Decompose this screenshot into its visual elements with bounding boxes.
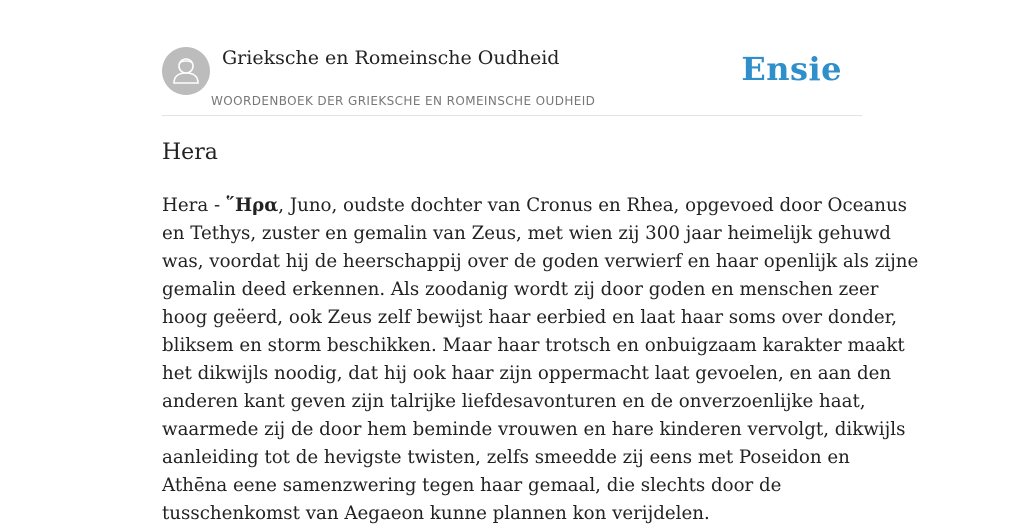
entry-line: anderen kant geven zijn talrijke liefdesavonturen en de onverzoenlijke haat, bbox=[162, 391, 866, 412]
entry-line: Athēna eene samenzwering tegen haar gemaal, die slechts door de bbox=[162, 475, 782, 496]
entry-line: tusschenkomst van Aegaeon kunne plannen kon verijdelen. bbox=[162, 503, 710, 524]
site-header bbox=[162, 46, 862, 116]
entry-lead: Hera - bbox=[162, 195, 226, 216]
entry-title: Hera bbox=[162, 140, 218, 165]
avatar[interactable] bbox=[162, 47, 210, 95]
entry-line-rest: , Juno, oudste dochter van Cronus en Rhea, opgevoed door Oceanus bbox=[278, 195, 908, 216]
site-title-link[interactable]: Grieksche en Romeinsche Oudheid bbox=[222, 47, 560, 69]
entry-line: aanleiding tot de hevigste twisten, zelfs smeedde zij eens met Poseidon en bbox=[162, 447, 850, 468]
entry-line: bliksem en storm beschikken. Maar haar trotsch en onbuigzaam karakter maakt bbox=[162, 335, 905, 356]
entry-line: het dikwijls noodig, dat hij ook haar zijn oppermacht laat gevoelen, en aan den bbox=[162, 363, 892, 384]
greek-term: ῞Ηρα bbox=[225, 195, 279, 216]
entry-line: en Tethys, zuster en gemalin van Zeus, met wien zij 300 jaar heimelijk gehuwd bbox=[162, 223, 891, 244]
site-subtitle: WOORDENBOEK DER GRIEKSCHE EN ROMEINSCHE OUDHEID bbox=[211, 94, 596, 108]
ensie-logo[interactable]: Ensie bbox=[741, 50, 842, 88]
header-divider bbox=[162, 115, 862, 116]
entry-line bbox=[162, 192, 908, 220]
user-icon bbox=[162, 47, 210, 95]
entry-line: hoog geëerd, ook Zeus zelf bewijst haar eerbied en laat haar soms over donder, bbox=[162, 307, 898, 328]
entry-line: waarmede zij de door hem beminde vrouwen en hare kinderen vervolgt, dikwijls bbox=[162, 419, 906, 440]
entry-body bbox=[162, 192, 919, 528]
entry-line: was, voordat hij de heerschappij over de goden verwierf en haar openlijk als zijne bbox=[162, 251, 919, 272]
entry-line: gemalin deed erkennen. Als zoodanig wordt zij door goden en menschen zeer bbox=[162, 279, 879, 300]
